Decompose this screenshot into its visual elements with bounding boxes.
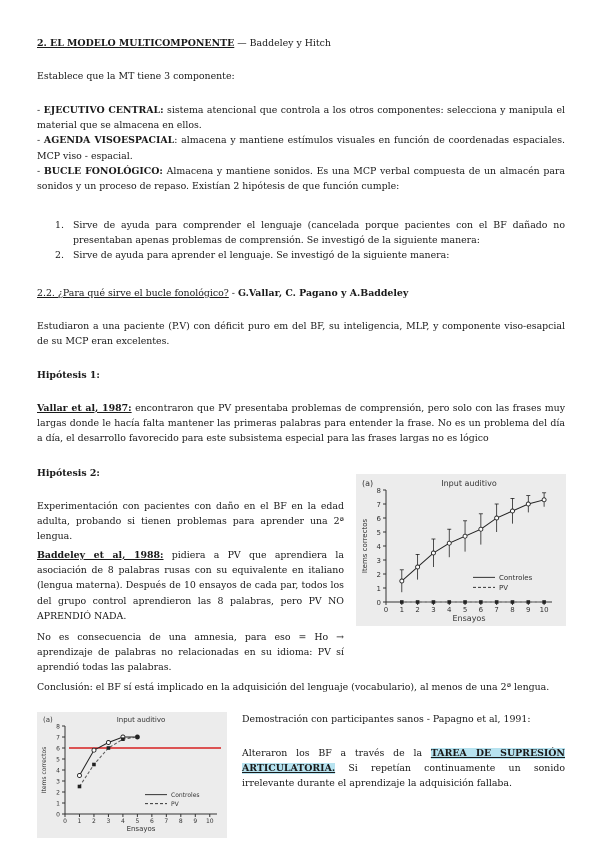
x-tick-label: 5: [462, 606, 468, 614]
subsection-heading: 2.2. ¿Para qué sirve el bucle fonológico? - G.Vallar, C. Pagano y A.Baddeley: [37, 288, 409, 299]
panel-label: (a): [362, 479, 374, 488]
hypothesis-2-p1: Experimentación con pacientes con daño en el BF en la edad adulta, probando si tienen problemas para aprender una 2ª lengua.: [37, 501, 344, 543]
chart-title: Input auditivo: [116, 716, 166, 724]
x-tick-label: 7: [164, 818, 169, 825]
y-tick-label: 1: [376, 584, 381, 593]
panel-label: (a): [43, 716, 53, 724]
x-tick-label: 9: [193, 818, 198, 825]
x-tick-label: 4: [120, 818, 125, 825]
data-point: [479, 600, 483, 604]
y-tick-label: 0: [376, 598, 381, 607]
y-tick-label: 6: [56, 745, 60, 753]
component-item: - BUCLE FONOLÓGICO: Almacena y mantiene sonidos. Es una MCP verbal compuesta de un almacén para sonidos y un proceso de repaso. Existían 2 hipótesis de que función cumple:: [37, 165, 565, 193]
reference: Vallar et al, 1987:: [37, 403, 132, 414]
data-point: [77, 774, 81, 778]
hypotheses-list: [37, 218, 565, 264]
data-point: [400, 579, 404, 583]
data-point: [416, 600, 420, 604]
data-point: [495, 600, 499, 604]
x-axis-label: Ensayos: [126, 825, 156, 833]
legend-label: Controles: [499, 574, 533, 583]
data-point: [431, 551, 435, 555]
x-tick-label: 0: [383, 606, 389, 614]
chart-input-auditivo-2: [37, 712, 227, 838]
y-tick-label: 7: [376, 500, 381, 509]
section-heading: 2. EL MODELO MULTICOMPONENTE — Baddeley y Hitch: [37, 38, 331, 49]
component-item: - AGENDA VISOESPACIAL: almacena y mantiene estímulos visuales en función de coordenadas espaciales. MCP viso - espacial.: [37, 135, 565, 162]
y-axis-label: Items correctos: [361, 518, 369, 574]
demo-intro: Demostración con participantes sanos - Papagno et al, 1991:: [242, 714, 531, 725]
data-point: [479, 527, 483, 531]
legend-label: Controles: [171, 792, 200, 800]
data-point: [121, 737, 125, 741]
x-tick-label: 0: [63, 818, 67, 825]
data-point: [495, 516, 499, 520]
x-tick-label: 9: [526, 606, 531, 614]
y-tick-label: 1: [56, 800, 60, 808]
subsection-title: 2.2. ¿Para qué sirve el bucle fonológico?: [37, 288, 229, 299]
y-tick-label: 4: [56, 767, 60, 775]
line-chart: [356, 474, 566, 626]
list-item: 2. Sirve de ayuda para aprender el lenguaje. Se investigó de la siguiente manera:: [55, 250, 450, 262]
component-name: BUCLE FONOLÓGICO:: [43, 165, 163, 177]
hypothesis-1-text: Vallar et al, 1987: encontraron que PV presentaba problemas de comprensión, pero solo con las frases muy largas donde le hacía falta mantener las primeras palabras para entender la frase. No es un problema del día a día, el desarrollo favorecido para este subsistema especial para las frases largas no es lógico: [37, 403, 565, 445]
y-tick-label: 7: [56, 734, 60, 742]
line-chart: [37, 712, 227, 838]
hypothesis-2-title: Hipótesis 2:: [37, 468, 100, 479]
data-point: [92, 748, 96, 752]
x-axis-label: Ensayos: [452, 614, 486, 623]
x-tick-label: 5: [135, 818, 140, 825]
intro-text: Establece que la MT tiene 3 componente:: [37, 71, 235, 82]
x-tick-label: 8: [510, 606, 515, 614]
x-tick-label: 6: [149, 818, 154, 825]
series-line: [402, 500, 544, 581]
section-title: 2. EL MODELO MULTICOMPONENTE: [37, 38, 235, 49]
x-tick-label: 6: [478, 606, 484, 614]
components-list: [37, 103, 565, 194]
data-point: [400, 600, 404, 604]
hypothesis-1-title: Hipótesis 1:: [37, 370, 100, 381]
data-point: [447, 600, 451, 604]
hypothesis-2-p3: No es consecuencia de una amnesia, para eso = Ho → aprendizaje de palabras no relacionadas en su idioma: PV sí aprendió todas las palabras.: [37, 632, 344, 674]
data-point: [78, 785, 82, 789]
x-tick-label: 10: [539, 606, 549, 614]
data-point: [542, 600, 546, 604]
y-tick-label: 8: [56, 723, 60, 731]
x-tick-label: 3: [106, 818, 111, 825]
data-point: [526, 600, 530, 604]
y-tick-label: 5: [376, 528, 381, 537]
y-axis-label: Items correctos: [41, 746, 48, 794]
highlighted-term: TAREA DE SUPRESIÓN ARTICULATORIA.: [242, 748, 565, 775]
y-tick-label: 2: [376, 570, 381, 579]
x-tick-label: 10: [205, 818, 214, 825]
y-tick-label: 3: [56, 778, 60, 786]
y-tick-label: 4: [376, 542, 381, 551]
y-tick-label: 3: [376, 556, 381, 565]
study-intro: Estudiaron a una paciente (P.V) con déficit puro em del BF, su inteligencia, MLP, y componente viso-esapcial de su MCP eran excelentes.: [37, 321, 565, 348]
list-item: 1. Sirve de ayuda para comprender el lenguaje (cancelada porque pacientes con el BF dañado no presentaban apenas problemas de comprensión. Se investigó de la siguiente manera:: [55, 220, 565, 247]
x-tick-label: 1: [399, 606, 405, 614]
data-point: [447, 541, 451, 545]
x-tick-label: 2: [415, 606, 420, 614]
subsection-authors: G.Vallar, C. Pagano y A.Baddeley: [237, 288, 409, 299]
data-point: [510, 509, 514, 513]
hypothesis-2-p2: Baddeley et al, 1988: pidiera a PV que aprendiera la asociación de 8 palabras rusas con su equivalente en italiano (lengua materna). Después de 10 ensayos de cada par, todos los del grupo control aprendieron las 8 palabras, pero PV NO APRENDIÓ NADA.: [37, 550, 344, 622]
data-point: [136, 735, 140, 739]
x-tick-label: 3: [431, 606, 436, 614]
data-point: [463, 600, 467, 604]
x-tick-label: 7: [494, 606, 499, 614]
data-point: [432, 600, 436, 604]
data-point: [526, 502, 530, 506]
x-tick-label: 2: [92, 818, 96, 825]
component-name: EJECUTIVO CENTRAL:: [43, 105, 164, 116]
data-point: [511, 600, 515, 604]
legend-label: PV: [499, 584, 509, 593]
chart-title: Input auditivo: [441, 479, 497, 488]
data-point: [107, 746, 111, 750]
y-tick-label: 6: [376, 514, 381, 523]
component-name: AGENDA VISOESPACIAL: [43, 135, 175, 147]
reference: Baddeley et al, 1988:: [37, 550, 164, 561]
data-point: [92, 763, 96, 767]
demo-text: Alteraron los BF a través de la TAREA DE SUPRESIÓN ARTICULATORIA. Si repetían continuamente un sonido irrelevante durante el aprendizaje la adquisición fallaba.: [242, 748, 565, 790]
conclusion: Conclusión: el BF sí está implicado en la adquisición del lenguaje (vocabulario), al menos de una 2ª lengua.: [37, 682, 550, 693]
y-tick-label: 0: [56, 811, 60, 819]
data-point: [542, 498, 546, 502]
x-tick-label: 4: [447, 606, 452, 614]
data-point: [416, 565, 420, 569]
component-item: - EJECUTIVO CENTRAL: sistema atencional que controla a los otros componentes: selecciona y manipula el material que se almacena en ellos.: [37, 105, 565, 132]
x-tick-label: 8: [178, 818, 183, 825]
y-tick-label: 5: [56, 756, 60, 764]
data-point: [463, 534, 467, 538]
data-point: [106, 741, 110, 745]
section-authors: Baddeley y Hitch: [249, 38, 331, 49]
x-tick-label: 1: [77, 818, 82, 825]
chart-input-auditivo-1: [356, 474, 566, 626]
y-tick-label: 8: [376, 486, 381, 495]
legend-label: PV: [171, 801, 179, 809]
y-tick-label: 2: [56, 789, 60, 797]
